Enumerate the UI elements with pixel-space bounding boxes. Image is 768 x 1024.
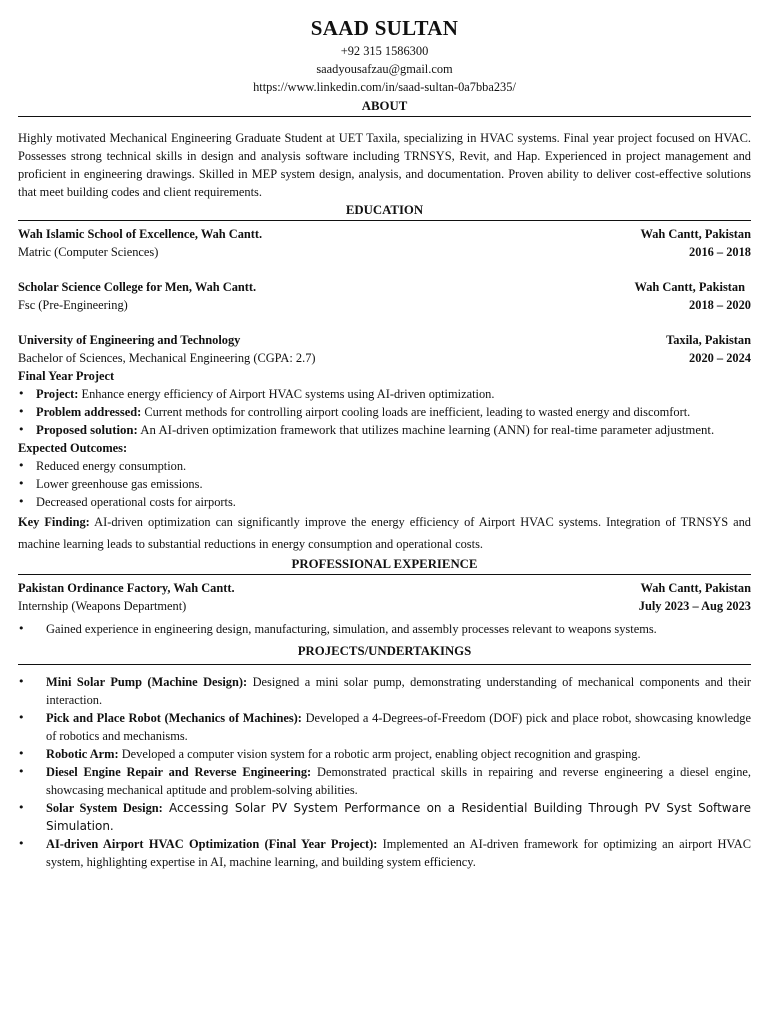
projects-heading: PROJECTS/UNDERTAKINGS <box>18 643 751 665</box>
item-label: Proposed solution: <box>36 423 138 437</box>
company-location: Wah Cantt, Pakistan <box>640 581 751 595</box>
item-text: Current methods for controlling airport cooling loads are inefficient, leading to wasted energy and discomfort. <box>141 405 691 419</box>
about-heading: ABOUT <box>18 98 751 117</box>
school-name: University of Engineering and Technology <box>18 333 241 347</box>
dates: 2018 – 2020 <box>689 298 751 312</box>
list-item <box>18 835 751 871</box>
experience-heading: PROFESSIONAL EXPERIENCE <box>18 556 751 575</box>
item-label: Project: <box>36 387 79 401</box>
school-location: Wah Cantt, Pakistan <box>634 280 745 294</box>
key-finding-label: Key Finding: <box>18 515 90 529</box>
experience-list <box>18 620 751 638</box>
outcomes-list <box>18 457 751 511</box>
email: saadyousafzau@gmail.com <box>316 62 453 76</box>
experience-dates: July 2023 – Aug 2023 <box>638 599 751 613</box>
list-item: • Decreased operational costs for airports. <box>18 493 751 511</box>
list-item <box>18 745 751 763</box>
list-item <box>18 673 751 709</box>
dates: 2020 – 2024 <box>689 351 751 365</box>
item-text: Developed a 4-Degrees-of-Freedom (DOF) pick and place robot, showcasing knowledge of robotics and mechanisms. <box>46 711 751 743</box>
projects-list <box>18 673 751 871</box>
item-label: Pick and Place Robot (Mechanics of Machines): <box>46 711 302 725</box>
item-text: Developed a computer vision system for a robotic arm project, enabling object recognition and grasping. <box>118 747 641 761</box>
key-finding-text: AI-driven optimization can significantly improve the energy efficiency of Airport HVAC systems. Integration of TRNSYS and machine learning leads to substantial reductions in energy consumption and operational costs. <box>18 515 751 551</box>
degree: Fsc (Pre-Engineering) <box>18 298 128 312</box>
phone: +92 315 1586300 <box>340 44 429 58</box>
list-item <box>18 421 751 439</box>
list-item <box>18 799 751 835</box>
degree: Matric (Computer Sciences) <box>18 245 159 259</box>
list-item <box>18 403 751 421</box>
company-name: Pakistan Ordinance Factory, Wah Cantt. <box>18 581 235 595</box>
candidate-name: SAAD SULTAN <box>310 16 459 40</box>
list-item <box>18 763 751 799</box>
item-label: AI-driven Airport HVAC Optimization (Final Year Project): <box>46 837 378 851</box>
education-entry <box>18 331 751 367</box>
about-text: Highly motivated Mechanical Engineering Graduate Student at UET Taxila, specializing in HVAC systems. Final year project focused on HVAC. Possesses strong technical skills in design and analysis software including TRNSYS, Revit, and Hap. Experienced in project management and proficient in engineering drawings. Skilled in MEP system design, analysis, and documentation. Proven ability to deliver cost-effective solutions that meet building codes and client requirements. <box>18 131 751 199</box>
outcomes-heading: Expected Outcomes: <box>18 441 128 455</box>
key-finding <box>18 511 751 555</box>
list-item: • Lower greenhouse gas emissions. <box>18 475 751 493</box>
dates: 2016 – 2018 <box>689 245 751 259</box>
item-text: Accessing Solar PV System Performance on a Residential Building Through PV Syst Software Simulation. <box>46 801 751 833</box>
education-entry <box>18 225 751 261</box>
item-label: Mini Solar Pump (Machine Design): <box>46 675 248 689</box>
school-location: Wah Cantt, Pakistan <box>640 227 751 241</box>
item-text: An AI-driven optimization framework that utilizes machine learning (ANN) for real-time parameter adjustment. <box>137 423 715 437</box>
list-item: • Gained experience in engineering design, manufacturing, simulation, and assembly processes relevant to weapons systems. <box>18 620 751 638</box>
role: Internship (Weapons Department) <box>18 599 187 613</box>
list-item: • Reduced energy consumption. <box>18 457 751 475</box>
item-label: Robotic Arm: <box>46 747 119 761</box>
school-name: Wah Islamic School of Excellence, Wah Cantt. <box>18 227 263 241</box>
degree: Bachelor of Sciences, Mechanical Engineering (CGPA: 2.7) <box>18 351 316 365</box>
item-label: Problem addressed: <box>36 405 142 419</box>
item-label: Diesel Engine Repair and Reverse Engineering: <box>46 765 312 779</box>
fyp-list <box>18 385 751 439</box>
linkedin-link[interactable]: https://www.linkedin.com/in/saad-sultan-0a7bba235/ <box>253 80 516 94</box>
list-item <box>18 709 751 745</box>
fyp-heading: Final Year Project <box>18 369 115 383</box>
school-name: Scholar Science College for Men, Wah Cantt. <box>18 280 257 294</box>
item-text: Demonstrated practical skills in repairing and reverse engineering a diesel engine, showcasing mechanical aptitude and problem-solving abilities. <box>46 765 751 797</box>
school-location: Taxila, Pakistan <box>666 333 751 347</box>
list-item <box>18 385 751 403</box>
item-text: Designed a mini solar pump, demonstrating understanding of mechanical components and their interaction. <box>46 675 752 707</box>
education-heading: EDUCATION <box>18 202 751 221</box>
education-entry <box>18 278 751 314</box>
item-text: Enhance energy efficiency of Airport HVAC systems using AI-driven optimization. <box>78 387 495 401</box>
item-text: Implemented an AI-driven framework for optimizing an airport HVAC system, highlighting expertise in AI, machine learning, and building system efficiency. <box>46 837 751 869</box>
item-label: Solar System Design: <box>46 801 163 815</box>
